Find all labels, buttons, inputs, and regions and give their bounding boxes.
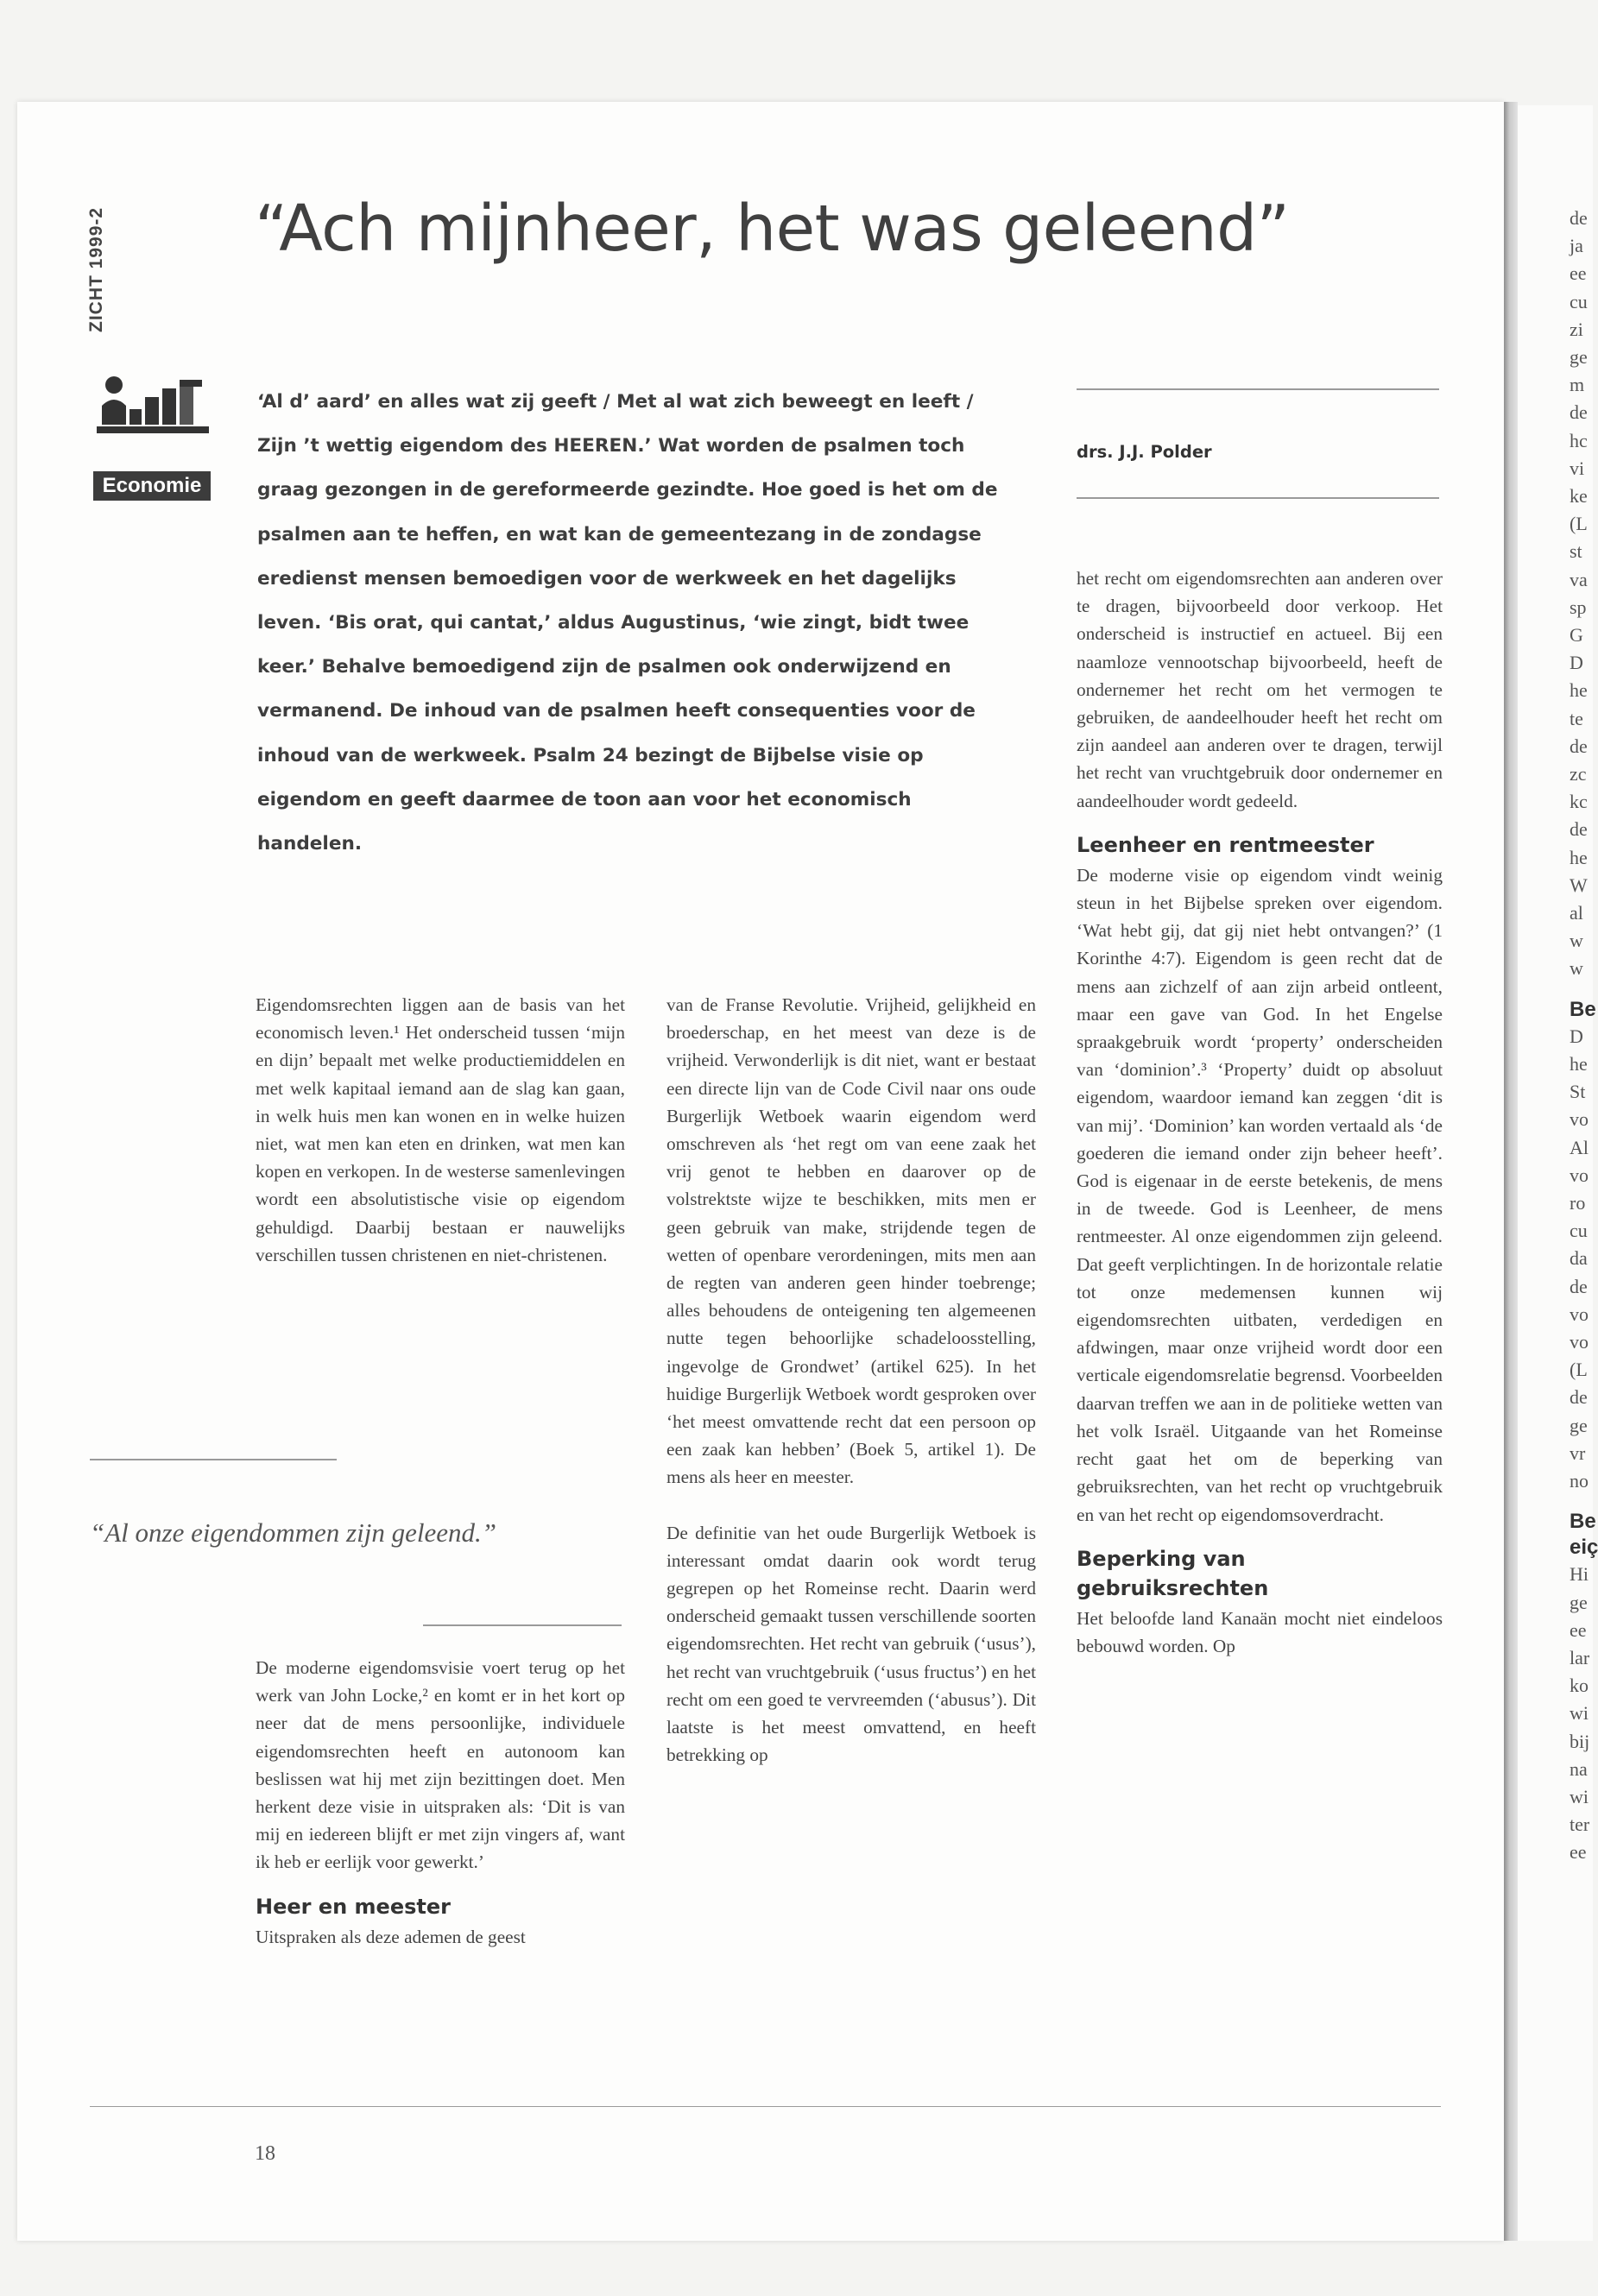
running-head-text: ZICHT 1999-2 <box>86 206 106 332</box>
facing-page-word-fragment: wi <box>1570 1786 1589 1807</box>
paragraph: Uitspraken als deze ademen de geest <box>256 1926 526 1947</box>
facing-page-word-fragment: no <box>1570 1470 1589 1492</box>
paragraph: De moderne visie op eigendom vindt weinig steun in het Bijbelse spreken over eigendom. ‘Wat hebt gij, dat gij niet hebt ontvangen?’ (1 Korinthe 4:7). Eigendom is geen recht dat de mens aan zichzelf of aan zijn arbeid ontleent, maar een gave van God. In het Engelse spraakgebruik wordt ‘property’ onderscheiden van ‘dominion’.³ ‘Property’ duidt op absoluut eigendom, waardoor iemand kan zeggen ‘dit is van mij’. ‘Dominion’ kan worden vertaald als ‘de goederen die iemand onder zijn beheer heeft’. God is eigenaar in de eerste betekenis, de mens in de tweede. God is Leenheer, de mens rentmeester. Al onze eigendommen zijn geleend. Dat geeft verplichtingen. In de horizontale relatie tot onze medemensen kunnen wij eigendomsrechten uitbaten, verdedigen en afdwingen, maar onze vrijheid wordt door een verticale eigendomsrelatie begrensd. Voorbeelden daarvan treffen we aan in de politieke wetten van het volk Israël. Uitgaande van het Romeinse recht gaat het om de beperking van gebruiksrechten, van het recht op vruchtgebruik en van het recht op eigendomsoverdracht. <box>1077 864 1443 1525</box>
author-rule-bottom <box>1077 497 1439 499</box>
facing-page-word-fragment: w <box>1570 930 1583 952</box>
facing-page-word-fragment: te <box>1570 707 1583 729</box>
facing-page-word-fragment: wi <box>1570 1702 1589 1725</box>
paragraph: het recht om eigendomsrechten aan anderen over te dragen, bijvoorbeeld door verkoop. Het onderscheid is instructief en actueel. Bij een naamloze vennootschap bijvoorbeeld, heeft de ondernemer het recht om het vermogen te gebruiken, de aandeelhouder heeft het recht om zijn aandeel aan anderen over te dragen, terwijl het recht van vruchtgebruik door ondernemer en aandeelhouder wordt gedeeld. <box>1077 568 1443 811</box>
facing-page-word-fragment: ge <box>1570 346 1588 368</box>
facing-page-word-fragment: vo <box>1570 1303 1589 1325</box>
facing-page-word-fragment: D <box>1570 1025 1583 1047</box>
facing-page-word-fragment: vo <box>1570 1108 1589 1131</box>
paragraph: Het beloofde land Kanaän mocht niet eindeloos bebouwd worden. Op <box>1077 1607 1443 1656</box>
facing-page-word-fragment: w <box>1570 957 1583 980</box>
facing-page-word-fragment: (L <box>1570 1359 1588 1381</box>
author-rule-top <box>1077 388 1439 390</box>
facing-page-word-fragment: de <box>1570 401 1588 424</box>
facing-page-word-fragment: zi <box>1570 318 1583 340</box>
facing-page-word-fragment: vo <box>1570 1331 1589 1353</box>
column-3 <box>1077 565 1443 1660</box>
page-number: 18 <box>255 2142 275 2165</box>
facing-page-word-fragment: de <box>1570 207 1588 229</box>
subheading: Leenheer en rentmeester <box>1077 832 1374 857</box>
facing-page-word-fragment: he <box>1570 1053 1588 1075</box>
facing-page-word-fragment: zc <box>1570 763 1587 785</box>
facing-page-word-fragment: lar <box>1570 1647 1590 1668</box>
facing-page-word-fragment: sp <box>1570 596 1587 618</box>
facing-page-word-fragment: vr <box>1570 1441 1586 1464</box>
facing-page-word-fragment: Hi <box>1570 1563 1589 1586</box>
facing-page-word-fragment: da <box>1570 1247 1588 1270</box>
facing-page-word-fragment: bij <box>1570 1730 1590 1752</box>
running-head <box>86 194 109 332</box>
facing-page-word-fragment: m <box>1570 374 1585 396</box>
facing-page-word-fragment: kc <box>1570 791 1588 813</box>
footer-rule <box>90 2106 1441 2107</box>
facing-page-word-fragment: ja <box>1570 235 1583 257</box>
facing-page-word-fragment: ke <box>1570 485 1588 507</box>
facing-page-word-fragment: hc <box>1570 429 1588 451</box>
subheading: Heer en meester <box>256 1894 451 1919</box>
facing-page-word-fragment: ko <box>1570 1675 1589 1697</box>
facing-page-word-fragment: (L <box>1570 513 1588 535</box>
facing-page-word-fragment: vo <box>1570 1164 1589 1186</box>
facing-page-fragment <box>1518 105 1598 2241</box>
pull-quote-rule-bottom <box>423 1624 622 1626</box>
facing-page-word-fragment: na <box>1570 1757 1588 1780</box>
facing-page-word-fragment: cu <box>1570 1220 1588 1242</box>
author-byline: drs. J.J. Polder <box>1077 442 1212 462</box>
facing-page-word-fragment: de <box>1570 818 1588 841</box>
facing-page-word-fragment: St <box>1570 1081 1586 1103</box>
facing-page-word-fragment: eiç <box>1570 1536 1598 1560</box>
facing-page-word-fragment: de <box>1570 735 1588 757</box>
facing-page-word-fragment: ter <box>1570 1813 1590 1836</box>
paragraph: Eigendomsrechten liggen aan de basis van het economisch leven.¹ Het onderscheid tussen ‘mijn en dijn’ bepaalt met welke productiemiddelen en met welk kapitaal iemand aan de slag kan gaan, in welk huis men kan wonen en in welke huizen niet, wat men kan eten en drinken, wat men kan kopen en verkopen. In de westerse samenlevingen wordt een absolutistische visie op eigendom gehuldigd. Daarbij bestaan er nauwelijks verschillen tussen christenen en niet-christenen. <box>256 994 625 1265</box>
facing-page-word-fragment: al <box>1570 902 1583 924</box>
economy-icon <box>97 371 209 438</box>
paragraph: De moderne eigendomsvisie voert terug op het werk van John Locke,² en komt er in het kort op neer dat de mens persoonlijke, individuele eigendomsrechten heeft en autonoom kan beslissen wat hij met zijn bezittingen doet. Men herkent deze visie in uitspraken als: ‘Dit is van mij en iedereen blijft er met zijn vingers af, want ik heb er eerlijk voor gewerkt.’ <box>256 1657 625 1873</box>
paragraph: van de Franse Revolutie. Vrijheid, gelijkheid en broederschap, en het meest van deze is de vrijheid. Verwonderlijk is dit niet, want er bestaat een directe lijn van de Code Civil naar ons oude Burgerlijk Wetboek waarin eigendom werd omschreven als ‘het regt om van eene zaak het vrij genot te hebben en daarover op de volstrektste wijze te beschikken, mits men er geen gebruik van make, strijdende tegen de wetten of openbare verordeningen, mits men aan de regten van anderen geen hinder toebrenge; alles behoudens de onteigening ten algemeenen nutte tegen behoorlijke schadeloosstelling, ingevolge de Grondwet’ (artikel 625). In het huidige Burgerlijk Wetboek wordt gesproken over ‘het meest omvattende recht dat een persoon op een zaak kan hebben’ (Boek 5, artikel 1). De mens als heer en meester. <box>666 994 1036 1488</box>
facing-page-word-fragment: de <box>1570 1275 1588 1297</box>
facing-page-word-fragment: ee <box>1570 262 1587 285</box>
facing-page-word-fragment: ee <box>1570 1618 1587 1641</box>
facing-page-word-fragment: ee <box>1570 1841 1587 1864</box>
facing-page-word-fragment: ro <box>1570 1192 1586 1214</box>
section-label: Economie <box>93 471 211 501</box>
pull-quote-rule-top <box>90 1459 337 1460</box>
paragraph: De definitie van het oude Burgerlijk Wetboek is interessant omdat daarin ook wordt terug gegrepen op het Romeinse recht. Daarin werd onderscheid gemaakt tussen verschillende soorten eigendomsrechten. Het recht van gebruik (‘usus’), het recht van vruchtgebruik (‘usus fructus’) en het recht om een goed te vervreemden (‘abusus’). Dit laatste is het meest omvattend, en heeft betrekking op <box>666 1522 1036 1766</box>
column-1-top <box>256 991 625 1269</box>
column-1-bottom <box>256 1654 625 1951</box>
facing-page-word-fragment: Be <box>1570 1510 1596 1534</box>
column-2 <box>666 991 1036 1769</box>
subheading: Beperking van gebruiksrechten <box>1077 1546 1269 1600</box>
facing-page-word-fragment: Al <box>1570 1136 1589 1158</box>
facing-page-word-fragment: de <box>1570 1386 1588 1409</box>
facing-page-word-fragment: W <box>1570 874 1588 896</box>
facing-page-word-fragment: D <box>1570 652 1583 674</box>
facing-page-word-fragment: vi <box>1570 457 1585 479</box>
facing-page-word-fragment: G <box>1570 624 1583 646</box>
facing-page-word-fragment: he <box>1570 679 1588 702</box>
intro-paragraph: ‘Al d’ aard’ en alles wat zij geeft / Met al wat zich beweegt en leeft / Zijn ’t wettig eigendom des HEEREN.’ Wat worden de psalmen toch graag gezongen in de gereformeerde gezindte. Hoe goed is het om de psalmen aan te heffen, en wat kan de gemeentezang in de zondagse eredienst mensen bemoedigen voor de werkweek en het dagelijks leven. ‘Bis orat, qui cantat,’ aldus Augustinus, ‘wie zingt, bidt twee keer.’ Behalve bemoedigend zijn de psalmen ook onderwijzend en vermanend. De inhoud van de psalmen heeft consequenties voor de inhoud van de werkweek. Psalm 24 bezingt de Bijbelse visie op eigendom en geeft daarmee de toon aan voor het economisch handelen. <box>257 391 998 855</box>
article-title: “Ach mijnheer, het was geleend” <box>255 192 1290 266</box>
facing-page-word-fragment: st <box>1570 540 1582 563</box>
page-binding-edge <box>1504 102 1518 2241</box>
facing-page-word-fragment: he <box>1570 846 1588 868</box>
facing-page-word-fragment: ge <box>1570 1591 1588 1613</box>
facing-page-word-fragment: va <box>1570 568 1588 590</box>
facing-page-word-fragment: cu <box>1570 290 1588 312</box>
pull-quote: “Al onze eigendommen zijn geleend.” <box>90 1517 496 1548</box>
facing-page-word-fragment: Be <box>1570 997 1596 1021</box>
facing-page-word-fragment: ge <box>1570 1414 1588 1436</box>
